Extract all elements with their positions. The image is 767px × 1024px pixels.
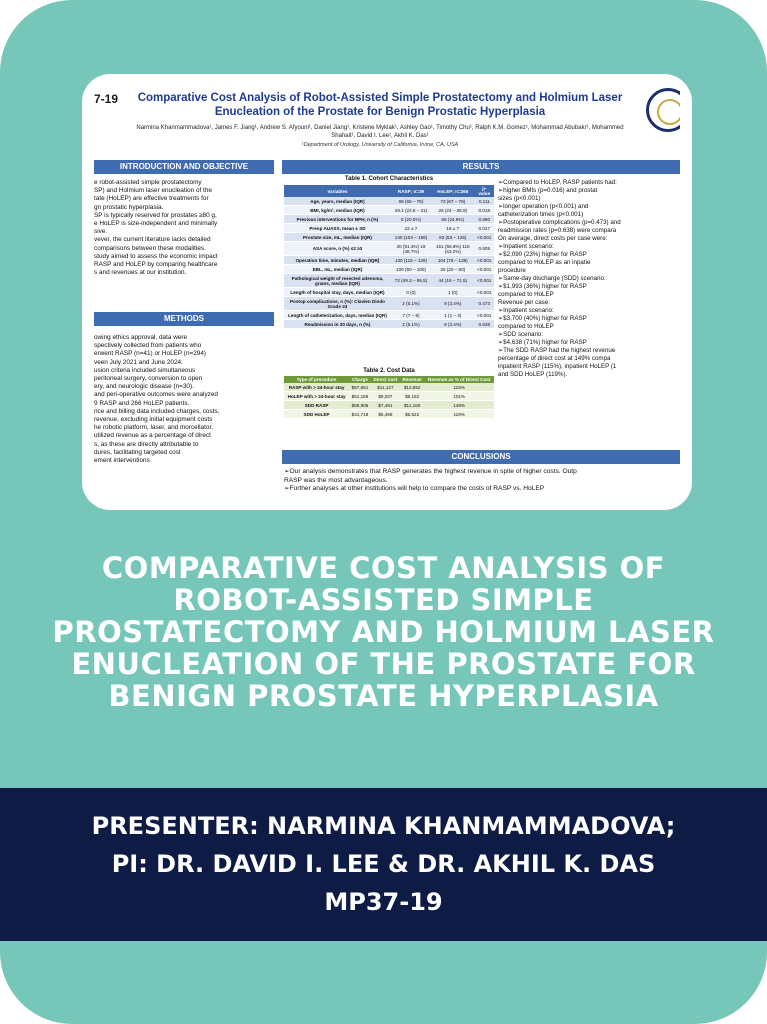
cohort-table-row [284, 224, 494, 233]
cost-table-row [284, 392, 494, 401]
cohort-table-cell: 0.016 [475, 206, 494, 215]
cohort-table-cell: 0.111 [475, 197, 494, 206]
cohort-table-cell: Length of catheterization, days, median (IQR) [284, 311, 391, 320]
cohort-table-cell: 18 ± 7 [431, 224, 474, 233]
cohort-table-row [284, 233, 494, 242]
cohort-table-row [284, 265, 494, 274]
abstract-code: MP37-19 [324, 888, 443, 916]
cost-table-cell: $58,906 [349, 401, 371, 410]
cost-table-cell: 119% [424, 410, 494, 419]
cost-table-cell: $12,852 [400, 383, 424, 392]
cohort-table-cell: 0 (0) [391, 288, 431, 297]
cohort-table-cell: 100 (50 – 100) [391, 265, 431, 274]
cohort-table-cell: <0.001 [475, 274, 494, 288]
cohort-table-cell: 20 (51.3%) 19 (48.7%) [391, 242, 431, 256]
results-heading: RESULTS [282, 160, 680, 174]
intro-text: e robot-assisted simple prostatectomy SP) and Holmium laser enucleation of the tate (HoLEP) are effective treatments for gn prostatic hyperplasia. SP is typically reserved for prostates ≥80 g, e HoLEP is size-independent and minimally sive. vever, the current literature lacks detailed comparisons between these modalities. study aimed to assess the economic impact RASP and HoLEP by comparing healthcare s and revenues at our institution. [94, 179, 218, 277]
cohort-table-cell: 0.690 [475, 215, 494, 224]
cohort-table-row [284, 242, 494, 256]
cost-table-row [284, 401, 494, 410]
cost-table-cell: 149% [424, 401, 494, 410]
cost-table-cell: 115% [424, 383, 494, 392]
cohort-table-row [284, 215, 494, 224]
cohort-table-cell: 66 (24.8%) [431, 215, 474, 224]
cohort-table-cell: 22 ± 7 [391, 224, 431, 233]
cohort-table-cell: 69 (65 – 75) [391, 197, 431, 206]
table2-title: Table 2. Cost Data [363, 368, 415, 374]
cohort-table-cell: 2 (5.1%) [391, 320, 431, 329]
cohort-table-cell: Age, years, median (IQR) [284, 197, 391, 206]
cohort-table-row [284, 288, 494, 297]
presenter-line: PRESENTER: NARMINA KHANMAMMADOVA; [91, 812, 676, 840]
cohort-table-cell: 44 (16 – 71.5) [431, 274, 474, 288]
cost-table-cell: SDD RASP [284, 401, 349, 410]
cohort-table-cell: <0.001 [475, 265, 494, 274]
cohort-table-cell: 7 (7 – 8) [391, 311, 431, 320]
pi-line: PI: DR. DAVID I. LEE & DR. AKHIL K. DAS [111, 850, 656, 878]
cohort-table-row [284, 256, 494, 265]
cohort-table-cell: Readmission in 30 days, n (%) [284, 320, 391, 329]
cost-table-row [284, 410, 494, 419]
cohort-table-cell: <0.001 [475, 311, 494, 320]
conclusions-heading: CONCLUSIONS [282, 450, 680, 464]
cohort-table-cell: 73 (67 – 78) [431, 197, 474, 206]
cost-table-cell: $9,037 [371, 392, 400, 401]
cost-table-cell: 101% [424, 392, 494, 401]
cost-table-cell: $11,160 [400, 401, 424, 410]
cost-table-cell: $6,522 [400, 410, 424, 419]
cohort-table-cell: 0.638 [475, 320, 494, 329]
cost-table-header: Type of procedure [284, 376, 349, 383]
poster-title-line2: Enucleation of the Prostate for Benign Prostatic Hyperplasia [214, 106, 546, 118]
cohort-table-cell: ASA score, n (%) ≤2 ≥3 [284, 242, 391, 256]
cohort-table-cell: 1 (0) [431, 288, 474, 297]
poster-image [82, 74, 692, 510]
cohort-table-cell: <0.001 [475, 233, 494, 242]
presenter-band [0, 788, 767, 941]
cohort-table-cell: 28.4 (24.8 – 31) [391, 206, 431, 215]
cohort-table-cell: 8 (20.5%) [391, 215, 431, 224]
cohort-table-cell: 130 (115 – 139) [391, 256, 431, 265]
cost-table-cell: HoLEP with > 24-hour stay [284, 392, 349, 401]
cohort-table-header: HoLEP; n=266 [431, 185, 474, 197]
cost-table-cell: $7,491 [371, 401, 400, 410]
cost-table-cell: $57,661 [349, 383, 371, 392]
cost-table-cell: $41,718 [349, 410, 371, 419]
poster-title-line1: Comparative Cost Analysis of Robot-Assisted Simple Prostatectomy and Holmium Laser [137, 92, 623, 104]
poster-affiliation: ¹Department of Urology, University of California, Irvine, CA, USA [301, 142, 459, 148]
poster-code: 7-19 [94, 92, 119, 106]
cohort-table-row [284, 320, 494, 329]
cohort-table-cell: 0.473 [475, 297, 494, 311]
cohort-table-cell: 0.017 [475, 224, 494, 233]
cohort-table-cell: EBL, mL, median (IQR) [284, 265, 391, 274]
conclusions-text: ➢Our analysis demonstrates that RASP generates the highest revenue in spite of higher costs. Outp RASP was the most advantageous. ➢Further analyses at other institutions will help to compare the costs of RASP vs. HoLEP [284, 468, 577, 493]
poster-header [94, 84, 680, 156]
cohort-table-cell: Operation time, minutes, median (IQR) [284, 256, 391, 265]
cohort-table-cell: Previous interventions for BPH, n (%) [284, 215, 391, 224]
cost-table-cell: SDD HoLEP [284, 410, 349, 419]
cohort-table-cell: Pathological weight of resected adenoma, grams, median (IQR) [284, 274, 391, 288]
methods-text: owing ethics approval, data were spectively collected from patients who erwent RASP (n=41) or HoLEP (n=294) veen July 2021 and June 2024. usion criteria included simultaneous peritoneal surgery, conversion to open ery, and neurologic disease (n=30). and peri-operative outcomes were analyzed 9 RASP and 266 HoLEP patients. nce and billing data included charges, costs, revenue, excluding initial equipment costs he robotic platform, laser, and morcellator. utilized revenue as a percentage of direct s, as these are directly attributable to dures, facilitating targeted cost ement interventions [94, 334, 220, 465]
poster-title [130, 91, 630, 119]
cohort-table-cell: 9 (3.4%) [431, 297, 474, 311]
cohort-table-cell: 151 (56.8%) 115 (43.2%) [431, 242, 474, 256]
cost-table-cell: RASP with > 24-hour stay [284, 383, 349, 392]
cohort-table-cell: Preop AUASS, mean ± SD [284, 224, 391, 233]
cost-table-cell: $9,152 [400, 392, 424, 401]
cohort-table-row [284, 311, 494, 320]
poster-authors: Narmina Khanmammadova¹, James F. Jiang¹, Andrew S. Afyouni¹, Daniel Jiang¹, Kristene Myklak¹, Ashley Gao¹, Timothy Chu¹, Ralph K.M. Gomez¹, Mohammad Abubakr¹, Mohammed Shahait¹, David I. Lee¹, Akhil K. Das¹ [136, 125, 624, 139]
cost-table-cell: $5,498 [371, 410, 400, 419]
results-text: ➢Compared to HoLEP, RASP patients had: ➢higher BMIs (p=0.016) and prostat sizes (p<0.001) ➢longer operation (p<0.001) and catheterization times (p<0.001) ➢Postoperative complications (p=0.473) and readmission rates (p=0.638) were compara On average, direct costs per case were: ➢Inpatient scenario: ➢$2,090 (23%) higher for RASP compared to HoLEP as an inpatie procedure ➢Same-day discharge (SDD) scenario: ➢$1,993 (36%) higher for RASP compared to HoLEP Revenue per case: ➢Inpatient scenario: ➢$3,700 (40%) higher for RASP compared to HoLEP ➢SDD scenario: ➢$4,638 (71%) higher for RASP ➢The SDD RASP had the highest revenue percentage of direct cost at 149% compa inpatient RASP (115%), inpatient HoLEP (1 and SDD HoLEP (119%). [498, 179, 621, 378]
cohort-table-cell: 140 (104 – 158) [391, 233, 431, 242]
cohort-table-cell: 0.605 [475, 242, 494, 256]
cohort-table-header: RASP; n=39 [391, 185, 431, 197]
cohort-table-cell: 9 (3.4%) [431, 320, 474, 329]
cohort-table-header: p-value [475, 185, 494, 197]
cohort-table-cell: Length of hospital stay, days, median (IQR) [284, 288, 391, 297]
cohort-table-cell: Prostate size, mL, median (IQR) [284, 233, 391, 242]
cohort-table-cell: <0.001 [475, 256, 494, 265]
cohort-table-cell: 1 (1 – 3) [431, 311, 474, 320]
cohort-table-cell: 104 (76 – 135) [431, 256, 474, 265]
cohort-table-cell: <0.001 [475, 288, 494, 297]
cost-table-header: Direct cost [371, 376, 400, 383]
table1-title: Table 1. Cohort Characteristics [344, 176, 434, 182]
university-seal-icon [646, 88, 680, 132]
cohort-table-cell: Postop complications, n (%): Clavien Dindo Grade ≥3 [284, 297, 391, 311]
cohort-table-cell: 25 (20 – 50) [431, 265, 474, 274]
cost-table-header: Charge [349, 376, 371, 383]
cost-table-header: Revenue [400, 376, 424, 383]
cost-table-cell: $11,127 [371, 383, 400, 392]
cohort-table-row [284, 206, 494, 215]
cohort-table-cell: 26 (24 – 28.9) [431, 206, 474, 215]
cost-table-header: Revenue as % of Direct Cost [424, 376, 494, 383]
cohort-table-header: Variables [284, 185, 391, 197]
cohort-table-row [284, 297, 494, 311]
cohort-table-row [284, 197, 494, 206]
headline-title: COMPARATIVE COST ANALYSIS OF ROBOT-ASSISTED SIMPLE PROSTATECTOMY AND HOLMIUM LASER ENUCLEATION OF THE PROSTATE FOR BENIGN PROSTATE HYPERPLASIA [52, 551, 715, 713]
cohort-table-cell: 72 (49.3 – 95.5) [391, 274, 431, 288]
cost-table-row [284, 383, 494, 392]
cohort-table-cell: BMI, kg/m², median (IQR) [284, 206, 391, 215]
cohort-table-row [284, 274, 494, 288]
cohort-table [284, 185, 494, 329]
cohort-table-cell: 2 (5.1%) [391, 297, 431, 311]
poster [94, 84, 680, 502]
cost-table [284, 376, 494, 419]
methods-heading: METHODS [94, 312, 274, 326]
cost-table-cell: $51,159 [349, 392, 371, 401]
cohort-table-cell: 83 (53 – 125) [431, 233, 474, 242]
intro-heading: INTRODUCTION AND OBJECTIVE [94, 160, 274, 174]
